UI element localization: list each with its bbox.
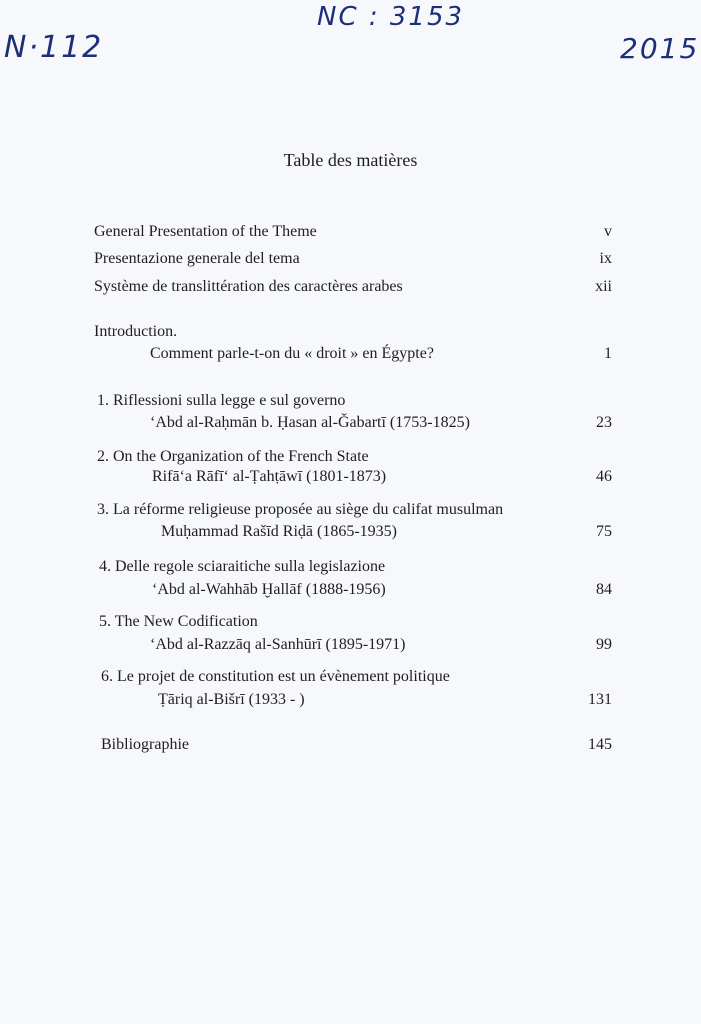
page-title: Table des matières <box>283 150 418 170</box>
toc-entry-text: 3. La réforme religieuse proposée au siège du califat musulman <box>97 501 504 518</box>
toc-entry <box>0 612 701 636</box>
toc-entry-text: Presentazione generale del tema <box>94 250 300 267</box>
toc-entry-page: 145 <box>588 736 612 753</box>
handwritten-call-number: NC : 3153 <box>317 2 465 32</box>
toc-entry <box>0 391 701 415</box>
toc-entry-text: Introduction. <box>94 323 178 340</box>
toc-entry-page: 1 <box>604 345 612 362</box>
toc-entry-page: 131 <box>588 691 612 708</box>
handwritten-reference-left: N·112 <box>4 30 104 65</box>
toc-entry <box>0 580 701 604</box>
toc-entry-text: Comment parle-t-on du « droit » en Égypte? <box>150 345 434 362</box>
toc-entry-text: ʻAbd al-Raḥmān b. Ḥasan al-Ǧabartī (1753-1825) <box>150 414 470 431</box>
toc-entry-page: xii <box>595 278 612 295</box>
toc-entry <box>0 322 701 346</box>
toc-entry-text: ʻAbd al-Wahhāb Ḫallāf (1888-1956) <box>152 581 386 598</box>
toc-entry-page: 84 <box>596 581 612 598</box>
toc-entry <box>0 667 701 691</box>
toc-entry-text: 2. On the Organization of the French State <box>97 448 369 465</box>
toc-entry-text: 6. Le projet de constitution est un évènement politique <box>101 668 450 685</box>
toc-entry-text: General Presentation of the Theme <box>94 223 317 240</box>
toc-entry <box>0 413 701 437</box>
toc-entry-text: 1. Riflessioni sulla legge e sul governo <box>97 392 346 409</box>
toc-entry-page: 46 <box>596 468 612 485</box>
toc-entry-text: Rifāʻa Rāfīʻ al-Ṭahṭāwī (1801-1873) <box>152 468 387 485</box>
toc-entry-page: ix <box>599 250 612 267</box>
toc-entry-page: 99 <box>596 636 612 653</box>
toc-entry-text: ʻAbd al-Razzāq al-Sanhūrī (1895-1971) <box>150 636 406 653</box>
toc-entry <box>0 690 701 714</box>
toc-entry-text: Muḥammad Rašīd Riḍā (1865-1935) <box>161 523 397 540</box>
toc-entry <box>0 557 701 581</box>
toc-entry-text: Bibliographie <box>101 736 189 753</box>
toc-entry-page: 75 <box>596 523 612 540</box>
toc-entry <box>0 635 701 659</box>
handwritten-year: 2015 <box>620 32 700 65</box>
toc-entry-text: 5. The New Codification <box>99 613 258 630</box>
toc-entry-text: Système de translittération des caractères arabes <box>94 278 403 295</box>
toc-entry <box>0 735 701 759</box>
toc-entry <box>0 467 701 491</box>
toc-entry <box>0 522 701 546</box>
toc-entry <box>0 500 701 524</box>
toc-entry <box>0 277 701 301</box>
toc-entry <box>0 249 701 273</box>
toc-entry-text: Ṭāriq al-Bišrī (1933 - ) <box>158 691 305 708</box>
toc-entry <box>0 344 701 368</box>
toc-entry-page: 23 <box>596 414 612 431</box>
toc-entry-page: v <box>604 223 612 240</box>
toc-entry <box>0 222 701 246</box>
toc-entry-text: 4. Delle regole sciaraitiche sulla legislazione <box>99 558 386 575</box>
